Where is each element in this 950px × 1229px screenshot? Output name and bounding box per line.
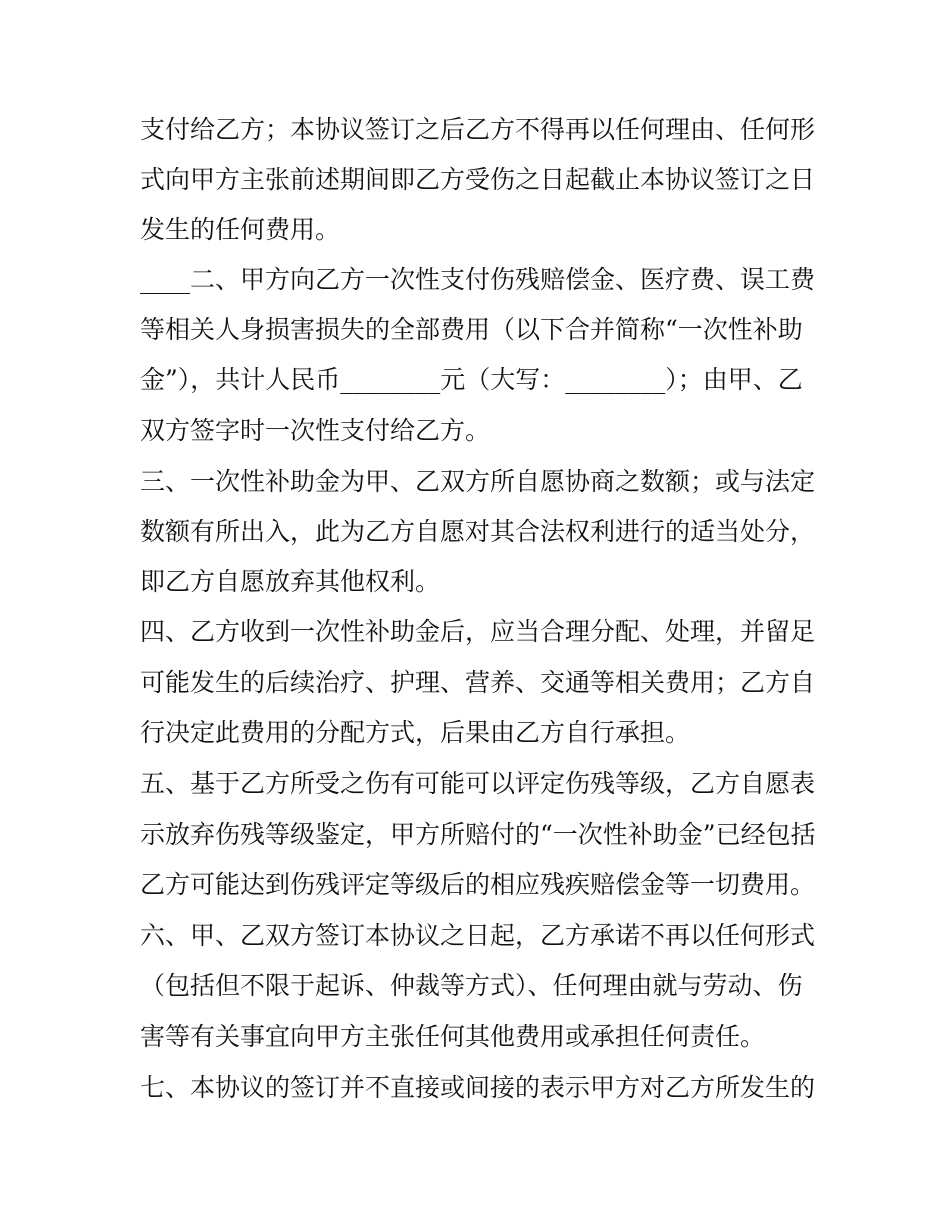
text-line: 式向甲方主张前述期间即乙方受伤之日起截止本协议签订之日 xyxy=(140,165,816,194)
text-line: 金”），共计人民币________元（大写：________）；由甲、乙 xyxy=(140,365,803,394)
text-line: 三、一次性补助金为甲、乙双方所自愿协商之数额；或与法定 xyxy=(140,467,816,496)
text-line: 四、乙方收到一次性补助金后，应当合理分配、处理，并留足 xyxy=(140,617,816,646)
text-line: 可能发生的后续治疗、护理、营养、交通等相关费用；乙方自 xyxy=(140,668,816,697)
text-line: 示放弃伤残等级鉴定，甲方所赔付的“一次性补助金”已经包括 xyxy=(140,820,816,849)
text-line: （包括但不限于起诉、仲裁等方式）、任何理由就与劳动、伤 xyxy=(140,971,803,1000)
text-line: ____二、甲方向乙方一次性支付伤残赔偿金、医疗费、误工费 xyxy=(140,265,816,294)
text-line: 七、本协议的签订并不直接或间接的表示甲方对乙方所发生的 xyxy=(140,1073,816,1102)
text-line: 数额有所出入，此为乙方自愿对其合法权利进行的适当处分， xyxy=(140,517,816,546)
text-line: 行决定此费用的分配方式，后果由乙方自行承担。 xyxy=(140,718,691,747)
text-line: 五、基于乙方所受之伤有可能可以评定伤残等级，乙方自愿表 xyxy=(140,769,816,798)
text-line: 等相关人身损害损失的全部费用（以下合并简称“一次性补助 xyxy=(140,315,803,344)
text-line: 支付给乙方；本协议签订之后乙方不得再以任何理由、任何形 xyxy=(140,115,816,144)
text-line: 害等有关事宜向甲方主张任何其他费用或承担任何责任。 xyxy=(140,1022,766,1051)
text-line: 六、甲、乙双方签订本协议之日起，乙方承诺不再以任何形式 xyxy=(140,921,816,950)
text-line: 乙方可能达到伤残评定等级后的相应残疾赔偿金等一切费用。 xyxy=(140,870,816,899)
text-line: 即乙方自愿放弃其他权利。 xyxy=(140,567,441,596)
text-line: 发生的任何费用。 xyxy=(140,215,341,244)
text-line: 双方签字时一次性支付给乙方。 xyxy=(140,416,491,445)
